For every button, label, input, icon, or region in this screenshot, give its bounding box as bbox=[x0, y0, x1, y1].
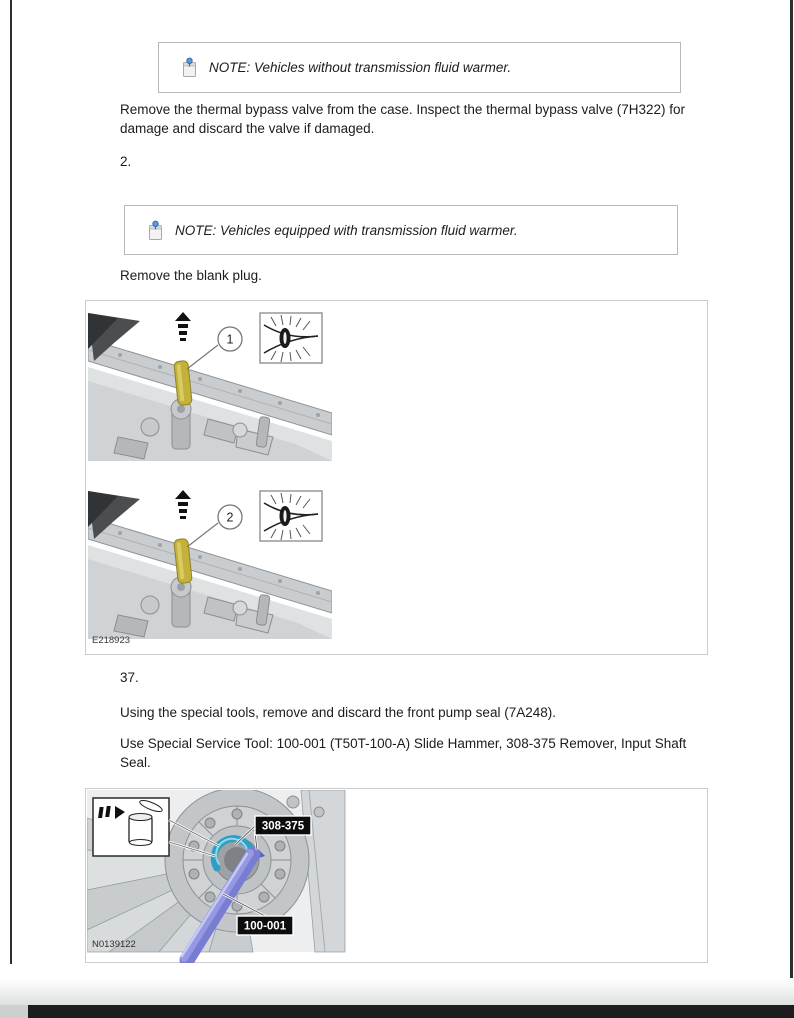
page-left-edge bbox=[10, 0, 12, 964]
note-pin-icon bbox=[181, 57, 198, 78]
step-number-37: 37. bbox=[120, 670, 139, 685]
para-remove-blank-plug: Remove the blank plug. bbox=[120, 268, 262, 283]
figure-blank-plug-panel-1 bbox=[88, 309, 332, 461]
callout-number-1: 1 bbox=[226, 332, 234, 347]
figure-blank-plug-panel-2 bbox=[88, 485, 332, 647]
figure-blank-plug bbox=[85, 300, 708, 655]
note-box-equipped-warmer bbox=[124, 205, 678, 255]
note-box-without-warmer bbox=[158, 42, 681, 93]
note-text: NOTE: Vehicles without transmission fluid warmer. bbox=[209, 60, 512, 75]
note-text: NOTE: Vehicles equipped with transmission fluid warmer. bbox=[175, 222, 518, 238]
para-special-service-tools: Use Special Service Tool: 100-001 (T50T-100-A) Slide Hammer, 308-375 Remover, Input Shaft Seal. bbox=[120, 736, 687, 770]
discard-trashcan-icon bbox=[93, 798, 169, 856]
para-remove-pump-seal: Using the special tools, remove and discard the front pump seal (7A248). bbox=[120, 705, 556, 720]
page-bottom-shadow bbox=[0, 978, 794, 1005]
figure-reference-code: E218923 bbox=[92, 635, 131, 646]
callout-number-2: 2 bbox=[226, 510, 234, 525]
figure-pump-seal bbox=[85, 788, 708, 963]
page-bottom-edge bbox=[28, 1005, 794, 1018]
svg-text:308-375: 308-375 bbox=[261, 820, 305, 833]
page-right-edge bbox=[790, 0, 793, 1018]
figure-pump-seal-illustration bbox=[87, 790, 708, 963]
svg-text:100-001: 100-001 bbox=[243, 920, 287, 933]
note-pin-icon bbox=[147, 220, 164, 241]
callout-leader-line bbox=[187, 345, 218, 369]
page-bottom-edge-left bbox=[0, 1005, 28, 1018]
callout-leader-line bbox=[187, 523, 218, 547]
para-remove-bypass-valve: Remove the thermal bypass valve from the case. Inspect the thermal bypass valve (7H322) for damage and discard the valve if damaged. bbox=[120, 102, 686, 136]
step-number-2: 2. bbox=[120, 154, 132, 169]
figure-reference-code: N0139122 bbox=[92, 939, 136, 950]
